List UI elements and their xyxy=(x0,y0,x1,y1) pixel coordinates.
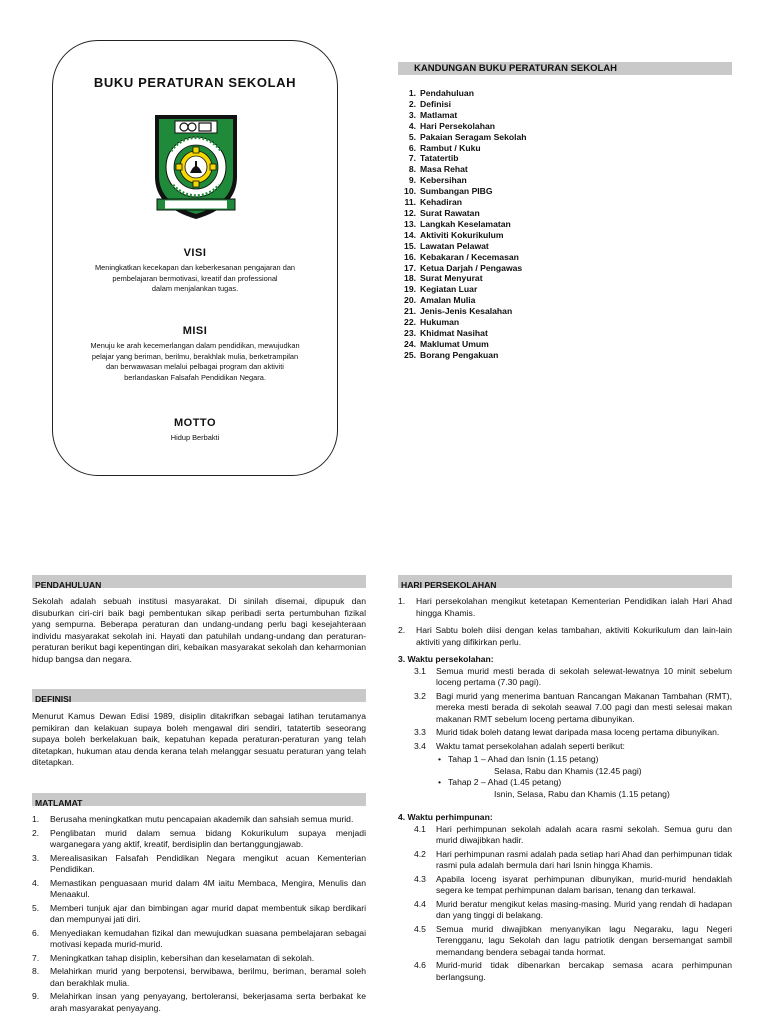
matlamat-heading: MATLAMAT xyxy=(35,798,83,808)
contents-item-number: 2. xyxy=(408,98,416,109)
contents-item xyxy=(388,230,527,241)
item-text: Penglibatan murid dalam semua bidang Kokurikulum supaya menjadi warganegara yang aktif, kreatif, berdisiplin dan bertanggungjawab. xyxy=(50,827,366,849)
waktu-persekolahan-list xyxy=(398,666,732,753)
contents-item-label: Ketua Darjah / Pengawas xyxy=(420,262,523,273)
tahap-line: Tahap 2 – Ahad (1.45 petang) xyxy=(448,777,562,787)
contents-item-label: Borang Pengakuan xyxy=(420,349,499,360)
contents-title: KANDUNGAN BUKU PERATURAN SEKOLAH xyxy=(414,63,618,74)
contents-item xyxy=(388,153,527,164)
contents-item-number: 8. xyxy=(408,164,416,175)
contents-item xyxy=(388,99,527,110)
contents-item-label: Langkah Keselamatan xyxy=(420,218,511,229)
contents-item-label: Kehadiran xyxy=(420,197,463,208)
contents-item xyxy=(388,252,527,263)
tahap-line: Tahap 1 – Ahad dan Isnin (1.15 petang) xyxy=(448,754,599,764)
list-item xyxy=(398,824,732,847)
misi-line: berlandaskan Falsafah Pendidikan Negara. xyxy=(124,372,266,382)
misi-line: pelajar yang beriman, berilmu, berakhlak mulia, berketrampilan xyxy=(91,351,299,361)
item-number: 5. xyxy=(32,902,40,913)
hari-list xyxy=(398,596,732,648)
item-text: Apabila loceng isyarat perhimpunan dibunyikan, murid-murid hendaklah segera ke tempat perhimpunan dalam barisan, tenang dan terkawal. xyxy=(436,873,732,895)
item-number: 4.3 xyxy=(414,873,426,884)
contents-item-label: Jenis-Jenis Kesalahan xyxy=(420,306,513,317)
contents-item xyxy=(388,121,527,132)
contents-item-number: 17. xyxy=(404,262,416,273)
item-text: Bagi murid yang menerima bantuan Rancangan Makanan Tambahan (RMT), mereka mesti berada di sekolah seawal 7.00 pagi dan mesti selesai makan makanan RMT sebelum loceng pertama dibunyikan. xyxy=(436,690,732,724)
contents-item xyxy=(388,175,527,186)
contents-item-label: Kegiatan Luar xyxy=(420,284,478,295)
list-item xyxy=(398,960,732,983)
contents-item-label: Aktiviti Kokurikulum xyxy=(420,229,504,240)
item-number: 4.1 xyxy=(414,823,426,834)
list-item xyxy=(398,691,732,726)
misi-text xyxy=(75,341,315,383)
list-item xyxy=(32,953,366,965)
list-item xyxy=(398,625,732,648)
list-item xyxy=(32,903,366,926)
hari-body xyxy=(398,596,732,985)
hari-header-bar xyxy=(398,575,732,588)
contents-item-label: Pendahuluan xyxy=(420,88,474,98)
item-number: 2. xyxy=(398,625,406,635)
contents-item xyxy=(388,208,527,219)
contents-item-label: Maklumat Umum xyxy=(420,338,489,349)
item-text: Waktu tamat persekolahan adalah seperti berikut: xyxy=(436,740,625,751)
contents-item xyxy=(388,143,527,154)
tahap-line: Selasa, Rabu dan Khamis (12.45 pagi) xyxy=(494,765,642,776)
matlamat-header-bar xyxy=(32,793,366,806)
list-item xyxy=(398,666,732,689)
contents-list xyxy=(388,88,527,361)
item-text: Hari perhimpunan sekolah adalah acara rasmi sekolah. Semua guru dan murid diwajibkan hadir. xyxy=(436,823,732,845)
contents-item-label: Hukuman xyxy=(420,317,460,328)
item-number: 2. xyxy=(32,827,40,838)
item-text: Merealisasikan Falsafah Pendidikan Negara mengikut acuan Kementerian Pendidikan. xyxy=(50,852,366,874)
item-number: 8. xyxy=(32,966,40,976)
contents-item-number: 6. xyxy=(408,142,416,153)
matlamat-list xyxy=(32,814,366,1016)
cover-title: BUKU PERATURAN SEKOLAH xyxy=(93,75,297,90)
item-number: 4. xyxy=(32,877,40,888)
list-item xyxy=(398,899,732,922)
contents-item-label: Amalan Mulia xyxy=(420,295,476,306)
list-item xyxy=(32,814,366,826)
item-text: Memberi tunjuk ajar dan bimbingan agar murid dapat membentuk sikap berdikari dan mempunyai jati diri. xyxy=(50,902,366,924)
tahap-item xyxy=(398,777,732,800)
item-number: 1. xyxy=(32,814,40,824)
motto-heading: MOTTO xyxy=(173,417,216,429)
contents-item-label: Tatatertib xyxy=(420,153,459,164)
contents-item xyxy=(388,339,527,350)
contents-item-label: Hari Persekolahan xyxy=(420,120,495,131)
visi-line: Meningkatkan kecekapan dan keberkesanan pengajaran dan xyxy=(94,263,296,272)
tahap-item xyxy=(398,754,732,777)
contents-item-number: 16. xyxy=(404,251,416,262)
contents-item-number: 18. xyxy=(404,273,416,284)
item-text: Hari persekolahan mengikut ketetapan Kementerian Pendidikan ialah Hari Ahad hingga Khamis. xyxy=(416,596,732,618)
contents-item-label: Surat Rawatan xyxy=(420,207,480,218)
contents-item xyxy=(388,186,527,197)
list-item xyxy=(398,596,732,619)
item-number: 9. xyxy=(32,991,40,1001)
bullet-icon: • xyxy=(438,754,442,764)
contents-item-number: 22. xyxy=(404,317,416,328)
item-number: 4.2 xyxy=(414,848,426,859)
tahap-line: Isnin, Selasa, Rabu dan Khamis (1.15 petang) xyxy=(494,788,670,799)
motto-text: Hidup Berbakti xyxy=(170,433,220,442)
misi-line: dan berwawasan melalui pelbagai program dan aktiviti xyxy=(106,362,284,371)
contents-item xyxy=(388,88,527,99)
waktu-persekolahan-heading: 3. Waktu persekolahan: xyxy=(398,654,494,664)
list-item xyxy=(32,853,366,876)
misi-heading: MISI xyxy=(182,325,208,337)
hari-heading: HARI PERSEKOLAHAN xyxy=(401,580,497,590)
item-text: Murid beratur mengikut kelas masing-masing. Murid yang rendah di hadapan dan yang tinggi di belakang. xyxy=(436,898,732,920)
list-item xyxy=(32,878,366,901)
list-item xyxy=(398,924,732,959)
misi-line: Menuju ke arah kecemerlangan dalam pendidikan, mewujudkan xyxy=(90,341,300,350)
contents-item xyxy=(388,295,527,306)
contents-item xyxy=(388,197,527,208)
contents-item-number: 7. xyxy=(408,153,416,164)
contents-item-number: 13. xyxy=(404,218,416,229)
list-item xyxy=(32,828,366,851)
contents-item xyxy=(388,241,527,252)
visi-line: dalam menjalankan tugas. xyxy=(151,284,239,293)
waktu-perhimpunan-heading: 4. Waktu perhimpunan: xyxy=(398,812,493,822)
list-item xyxy=(32,928,366,951)
item-number: 3.1 xyxy=(414,665,426,676)
contents-item-number: 20. xyxy=(404,295,416,306)
contents-item-label: Masa Rehat xyxy=(420,164,468,175)
item-number: 4.6 xyxy=(414,960,426,970)
item-number: 3.3 xyxy=(414,727,426,737)
contents-item-number: 23. xyxy=(404,327,416,338)
pendahuluan-header-bar xyxy=(32,575,366,588)
item-text: Memastikan penguasaan murid dalam 4M iaitu Membaca, Mengira, Menulis dan Menaakul. xyxy=(50,877,366,899)
contents-item-label: Khidmat Nasihat xyxy=(420,327,488,338)
contents-item-number: 19. xyxy=(404,284,416,295)
item-text: Menyediakan kemudahan fizikal dan mewujudkan suasana pembelajaran sebagai motivasi kepada murid-murid. xyxy=(50,927,366,949)
item-number: 4.5 xyxy=(414,923,426,934)
item-number: 4.4 xyxy=(414,898,426,909)
item-text: Hari Sabtu boleh diisi dengan kelas tambahan, aktiviti Kokurikulum dan lain-lain aktiviti yang difikirkan perlu. xyxy=(416,625,732,647)
contents-item xyxy=(388,284,527,295)
contents-item-label: Rambut / Kuku xyxy=(420,142,481,153)
contents-item xyxy=(388,164,527,175)
contents-item-number: 5. xyxy=(408,131,416,142)
list-item xyxy=(32,991,366,1014)
item-text: Semua murid mesti berada di sekolah selewat-lewatnya 10 minit sebelum loceng pertama (7.30 pagi). xyxy=(436,665,732,687)
item-number: 3.4 xyxy=(414,740,426,751)
contents-item-label: Matlamat xyxy=(420,109,458,120)
cover-card xyxy=(52,40,338,476)
definisi-heading: DEFINISI xyxy=(35,694,72,704)
contents-item xyxy=(388,219,527,230)
item-text: Melahirkan insan yang penyayang, bertoleransi, bekerjasama serta berbakat ke arah masyarakat penyayang. xyxy=(50,991,366,1013)
definisi-header-bar xyxy=(32,689,366,702)
contents-item-number: 3. xyxy=(408,109,416,120)
item-text: Murid-murid tidak dibenarkan bercakap semasa acara perhimpunan berlangsung. xyxy=(436,960,732,982)
contents-item-label: Pakaian Seragam Sekolah xyxy=(420,131,527,142)
item-number: 3.2 xyxy=(414,690,426,701)
waktu-perhimpunan-list xyxy=(398,824,732,984)
contents-item-number: 14. xyxy=(404,229,416,240)
contents-item xyxy=(388,263,527,274)
item-text: Murid tidak boleh datang lewat daripada masa loceng pertama dibunyikan. xyxy=(436,727,720,737)
contents-item-number: 25. xyxy=(404,349,416,360)
visi-heading: VISI xyxy=(183,247,207,259)
pendahuluan-text: Sekolah adalah sebuah institusi masyarakat. Di sinilah disemai, dipupuk dan disuburkan ciri-ciri baik bagi pembentukan sikap peribadi serta pertumbuhan fizikal yang sempurna. Beberapa peraturan dan undang-undang perlu bagi kesejahteraan individu masyarakat sekolah ini. Hayati dan patuhilah undang-undang dan peraturan-peraturan berikut bagi kepentingan diri, kebaikan masyarakat sekolah dan keharmonian hidup bangsa dan negara. xyxy=(32,596,366,664)
item-number: 7. xyxy=(32,952,40,963)
item-number: 1. xyxy=(398,596,406,606)
visi-text xyxy=(75,263,315,295)
contents-item-number: 10. xyxy=(404,186,416,197)
definisi-text: Menurut Kamus Dewan Edisi 1989, disiplin ditakrifkan sebagai latihan terutamanya pemikiran dan kelakuan supaya boleh mengawal diri sendiri, tatatertib seseorang supaya boleh berkelakuan baik, kepatuhan kepada peraturan-peraturan yang telah ditetapkan, hukuman atau denda kerana telah melanggar sesuatu peraturan yang telah ditetapkan. xyxy=(32,711,366,768)
contents-item-label: Kebersihan xyxy=(420,175,467,186)
contents-item xyxy=(388,328,527,339)
contents-item-number: 21. xyxy=(404,306,416,317)
item-text: Melahirkan murid yang berpotensi, berwibawa, berilmu, beriman, beramal soleh dan berakhlak mulia. xyxy=(50,966,366,988)
pendahuluan-heading: PENDAHULUAN xyxy=(35,580,102,590)
contents-item xyxy=(388,132,527,143)
visi-line: pembelajaran bermotivasi, kreatif dan professional xyxy=(112,273,278,283)
contents-item xyxy=(388,317,527,328)
contents-item xyxy=(388,306,527,317)
item-number: 6. xyxy=(32,927,40,938)
item-number: 3. xyxy=(32,852,40,863)
item-text: Berusaha meningkatkan mutu pencapaian akademik dan sahsiah semua murid. xyxy=(50,814,354,824)
contents-item-label: Sumbangan PIBG xyxy=(420,186,493,197)
contents-item-number: 4. xyxy=(408,120,416,131)
contents-item-label: Kebakaran / Kecemasan xyxy=(420,251,519,262)
item-text: Meningkatkan tahap disiplin, kebersihan dan keselamatan di sekolah. xyxy=(50,952,315,963)
contents-item-number: 11. xyxy=(404,197,416,208)
list-item xyxy=(398,727,732,739)
list-item xyxy=(398,874,732,897)
contents-item-number: 1. xyxy=(408,88,416,98)
contents-item-number: 15. xyxy=(404,240,416,251)
list-item xyxy=(32,966,366,989)
list-item xyxy=(398,849,732,872)
tahap-list xyxy=(398,754,732,800)
contents-item-label: Lawatan Pelawat xyxy=(420,240,489,251)
contents-item xyxy=(388,350,527,361)
contents-item xyxy=(388,273,527,284)
contents-item-label: Definisi xyxy=(420,98,452,109)
item-text: Hari perhimpunan rasmi adalah pada setiap hari Ahad dan perhimpunan tidak rasmi pula adalah bermula dari hari Isnin hingga Khamis. xyxy=(436,848,732,870)
school-logo xyxy=(151,111,241,223)
contents-item-number: 9. xyxy=(408,175,416,186)
contents-item-label: Surat Menyurat xyxy=(420,273,483,284)
contents-item-number: 24. xyxy=(404,338,416,349)
contents-item xyxy=(388,110,527,121)
item-text: Semua murid diwajibkan menyanyikan lagu Negaraku, lagu Negeri Terengganu, lagu Sekolah dan lagu patriotik dengan bersemangat sambil memandang bendera sebagai tanda hormat. xyxy=(436,923,732,957)
list-item xyxy=(398,741,732,753)
bullet-icon: • xyxy=(438,777,442,787)
contents-item-number: 12. xyxy=(404,207,416,218)
